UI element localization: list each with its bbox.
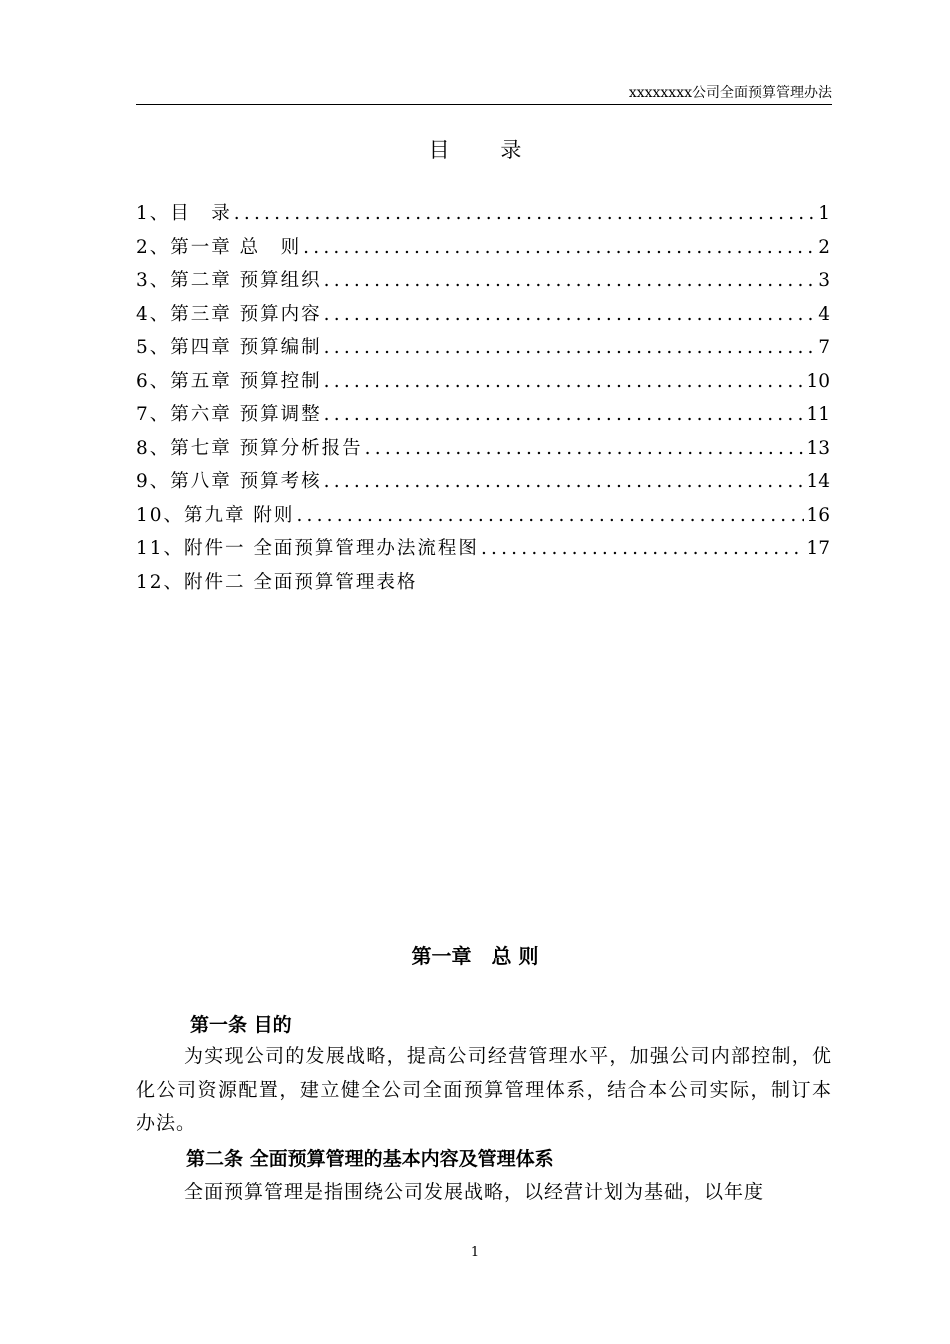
toc-item-label: 第三章 预算内容: [170, 303, 322, 325]
page-number: 1: [470, 1245, 480, 1260]
toc-leader-dots: [365, 438, 805, 459]
toc-item-page: 14: [806, 471, 830, 492]
article-1-text: 为实现公司的发展战略，提高公司经营管理水平，加强公司内部控制，优化公司资源配置，建立健全公司全面预算管理体系，结合本公司实际，制订本办法。: [136, 1045, 832, 1134]
toc-item-number: 12、: [136, 571, 185, 593]
toc-item-page: 3: [818, 270, 830, 291]
toc-item-number: 9、: [136, 471, 171, 492]
toc-item-page: 10: [806, 370, 830, 392]
toc-item-number: 1、: [136, 203, 171, 224]
toc-item-label: 第一章 总 则: [170, 236, 302, 258]
article-1-heading: 第一条 目的: [190, 1014, 292, 1036]
toc-item[interactable]: [136, 333, 830, 367]
toc-item[interactable]: [136, 467, 830, 501]
toc-item[interactable]: [136, 266, 830, 300]
toc-item[interactable]: [136, 534, 830, 568]
toc-item-number: 7、: [136, 404, 171, 425]
toc-item-page: 4: [818, 303, 830, 325]
toc-item[interactable]: [136, 199, 830, 233]
toc-item-number: 2、: [136, 236, 171, 258]
toc-item-label: 第七章 预算分析报告: [170, 437, 363, 459]
toc-item[interactable]: [136, 501, 830, 535]
toc-item-label: 目 录: [170, 203, 232, 224]
toc-leader-dots: [296, 505, 804, 526]
toc-leader-dots: [234, 203, 816, 224]
article-2-body: [136, 1176, 832, 1210]
toc-leader-dots: [324, 471, 805, 492]
toc-leader-dots: [324, 337, 817, 358]
toc-item-label: 第二章 预算组织: [170, 270, 322, 291]
toc-leader-dots: [303, 237, 816, 258]
chapter-title: 第一章 总 则: [411, 944, 539, 968]
toc-item-page: 1: [818, 203, 830, 224]
running-header: xxxxxxxx公司全面预算管理办法: [628, 85, 832, 101]
toc-item-number: 11、: [136, 538, 185, 559]
toc-leader-dots: [324, 404, 805, 425]
toc-item-label: 第八章 预算考核: [170, 471, 322, 492]
toc-item-page: 16: [806, 504, 830, 526]
toc-item[interactable]: [136, 400, 830, 434]
toc-item-number: 3、: [136, 270, 171, 291]
toc-item-label: 附件二 全面预算管理表格: [184, 571, 418, 593]
toc-item-page: 17: [806, 538, 830, 559]
table-of-contents: [136, 199, 830, 601]
toc-item-label: 第四章 预算编制: [170, 337, 322, 358]
header-rule: [136, 104, 832, 105]
toc-leader-dots: [481, 538, 805, 559]
toc-item-page: 13: [806, 437, 830, 459]
toc-item[interactable]: [136, 568, 830, 602]
toc-leader-dots: [324, 270, 817, 291]
article-2-text: 全面预算管理是指围绕公司发展战略，以经营计划为基础，以年度: [184, 1181, 765, 1203]
toc-item-page: 7: [818, 337, 830, 358]
toc-item[interactable]: [136, 300, 830, 334]
toc-item-page: 11: [806, 404, 830, 425]
toc-item-number: 8、: [136, 437, 171, 459]
toc-item-number: 6、: [136, 370, 171, 392]
toc-item[interactable]: [136, 434, 830, 468]
toc-item-number: 5、: [136, 337, 171, 358]
article-1-body: [136, 1040, 832, 1141]
toc-item-number: 10、: [136, 504, 185, 526]
toc-item-label: 附件一 全面预算管理办法流程图: [184, 538, 479, 559]
article-2-heading: 第二条 全面预算管理的基本内容及管理体系: [186, 1148, 554, 1170]
toc-item[interactable]: [136, 233, 830, 267]
toc-item-label: 第五章 预算控制: [170, 370, 322, 392]
toc-leader-dots: [324, 371, 805, 392]
toc-title: 目 录: [428, 138, 544, 162]
toc-item-page: 2: [818, 236, 830, 258]
toc-leader-dots: [324, 304, 817, 325]
toc-item-label: 第九章 附则: [184, 504, 295, 526]
toc-item-label: 第六章 预算调整: [170, 404, 322, 425]
toc-item[interactable]: [136, 367, 830, 401]
toc-item-number: 4、: [136, 303, 171, 325]
